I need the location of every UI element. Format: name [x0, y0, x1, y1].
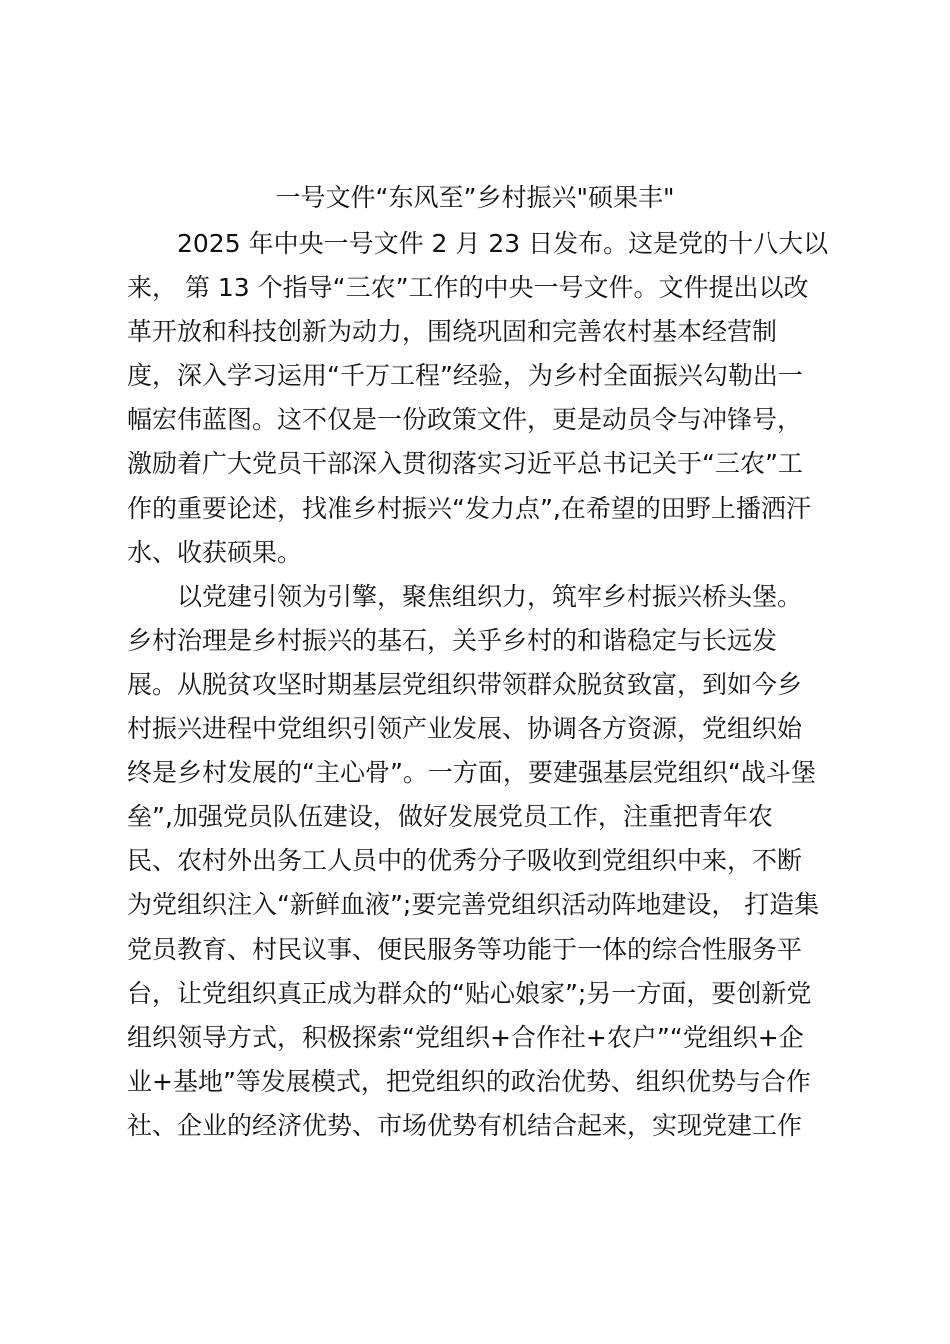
text-line: 为党组织注入“新鲜血液”;要完善党组织活动阵地建设， 打造集 — [127, 890, 820, 920]
text-line: 革开放和科技创新为动力，围绕巩固和完善农村基本经营制 — [127, 317, 778, 347]
text-line: 民、农村外出务工人员中的优秀分子吸收到党组织中来，不断 — [127, 846, 803, 876]
text-line: 组织领导方式，积极探索“党组织+合作社+农户”“党组织+企 — [127, 1022, 804, 1052]
text-line: 村振兴进程中党组织引领产业发展、协调各方资源，党组织始 — [127, 714, 803, 744]
text-line: 来， 第 13 个指导“三农”工作的中央一号文件。文件提出以改 — [127, 273, 809, 303]
text-line: 业+基地”等发展模式，把党组织的政治优势、组织优势与合作 — [127, 1066, 811, 1096]
text-line: 以党建引领为引擎，聚焦组织力，筑牢乡村振兴桥头堡。 — [177, 581, 803, 611]
text-line: 台，让党组织真正成为群众的“贴心娘家”;另一方面，要创新党 — [127, 978, 812, 1008]
text-line: 2025 年中央一号文件 2 月 23 日发布。这是党的十八大以 — [177, 229, 829, 258]
text-line: 乡村治理是乡村振兴的基石，关乎乡村的和谐稳定与长远发 — [127, 625, 778, 655]
text-line: 激励着广大党员干部深入贯彻落实习近平总书记关于“三农”工 — [127, 449, 803, 479]
document-body — [127, 222, 833, 1148]
text-line: 终是乡村发展的“主心骨”。一方面，要建强基层党组织“战斗堡 — [127, 758, 816, 788]
text-line: 水、收获硕果。 — [127, 537, 303, 567]
paragraph-2 — [127, 575, 833, 1148]
text-line: 展。从脱贫攻坚时期基层党组织带领群众脱贫致富，到如今乡 — [127, 669, 803, 699]
text-line: 党员教育、村民议事、便民服务等功能于一体的综合性服务平 — [127, 934, 803, 964]
text-line: 垒”,加强党员队伍建设，做好发展党员工作，注重把青年农 — [127, 802, 773, 832]
paragraph-1 — [127, 222, 833, 575]
text-line: 度，深入学习运用“千万工程”经验，为乡村全面振兴勾勒出一 — [127, 361, 803, 391]
text-line: 社、企业的经济优势、市场优势有机结合起来，实现党建工作 — [127, 1110, 803, 1140]
document-title: 一号文件“东风至”乡村振兴"硕果丰" — [275, 183, 675, 212]
text-line: 作的重要论述，找准乡村振兴“发力点”,在希望的田野上播洒汗 — [127, 493, 811, 523]
text-line: 幅宏伟蓝图。这不仅是一份政策文件，更是动员令与冲锋号， — [127, 405, 803, 435]
